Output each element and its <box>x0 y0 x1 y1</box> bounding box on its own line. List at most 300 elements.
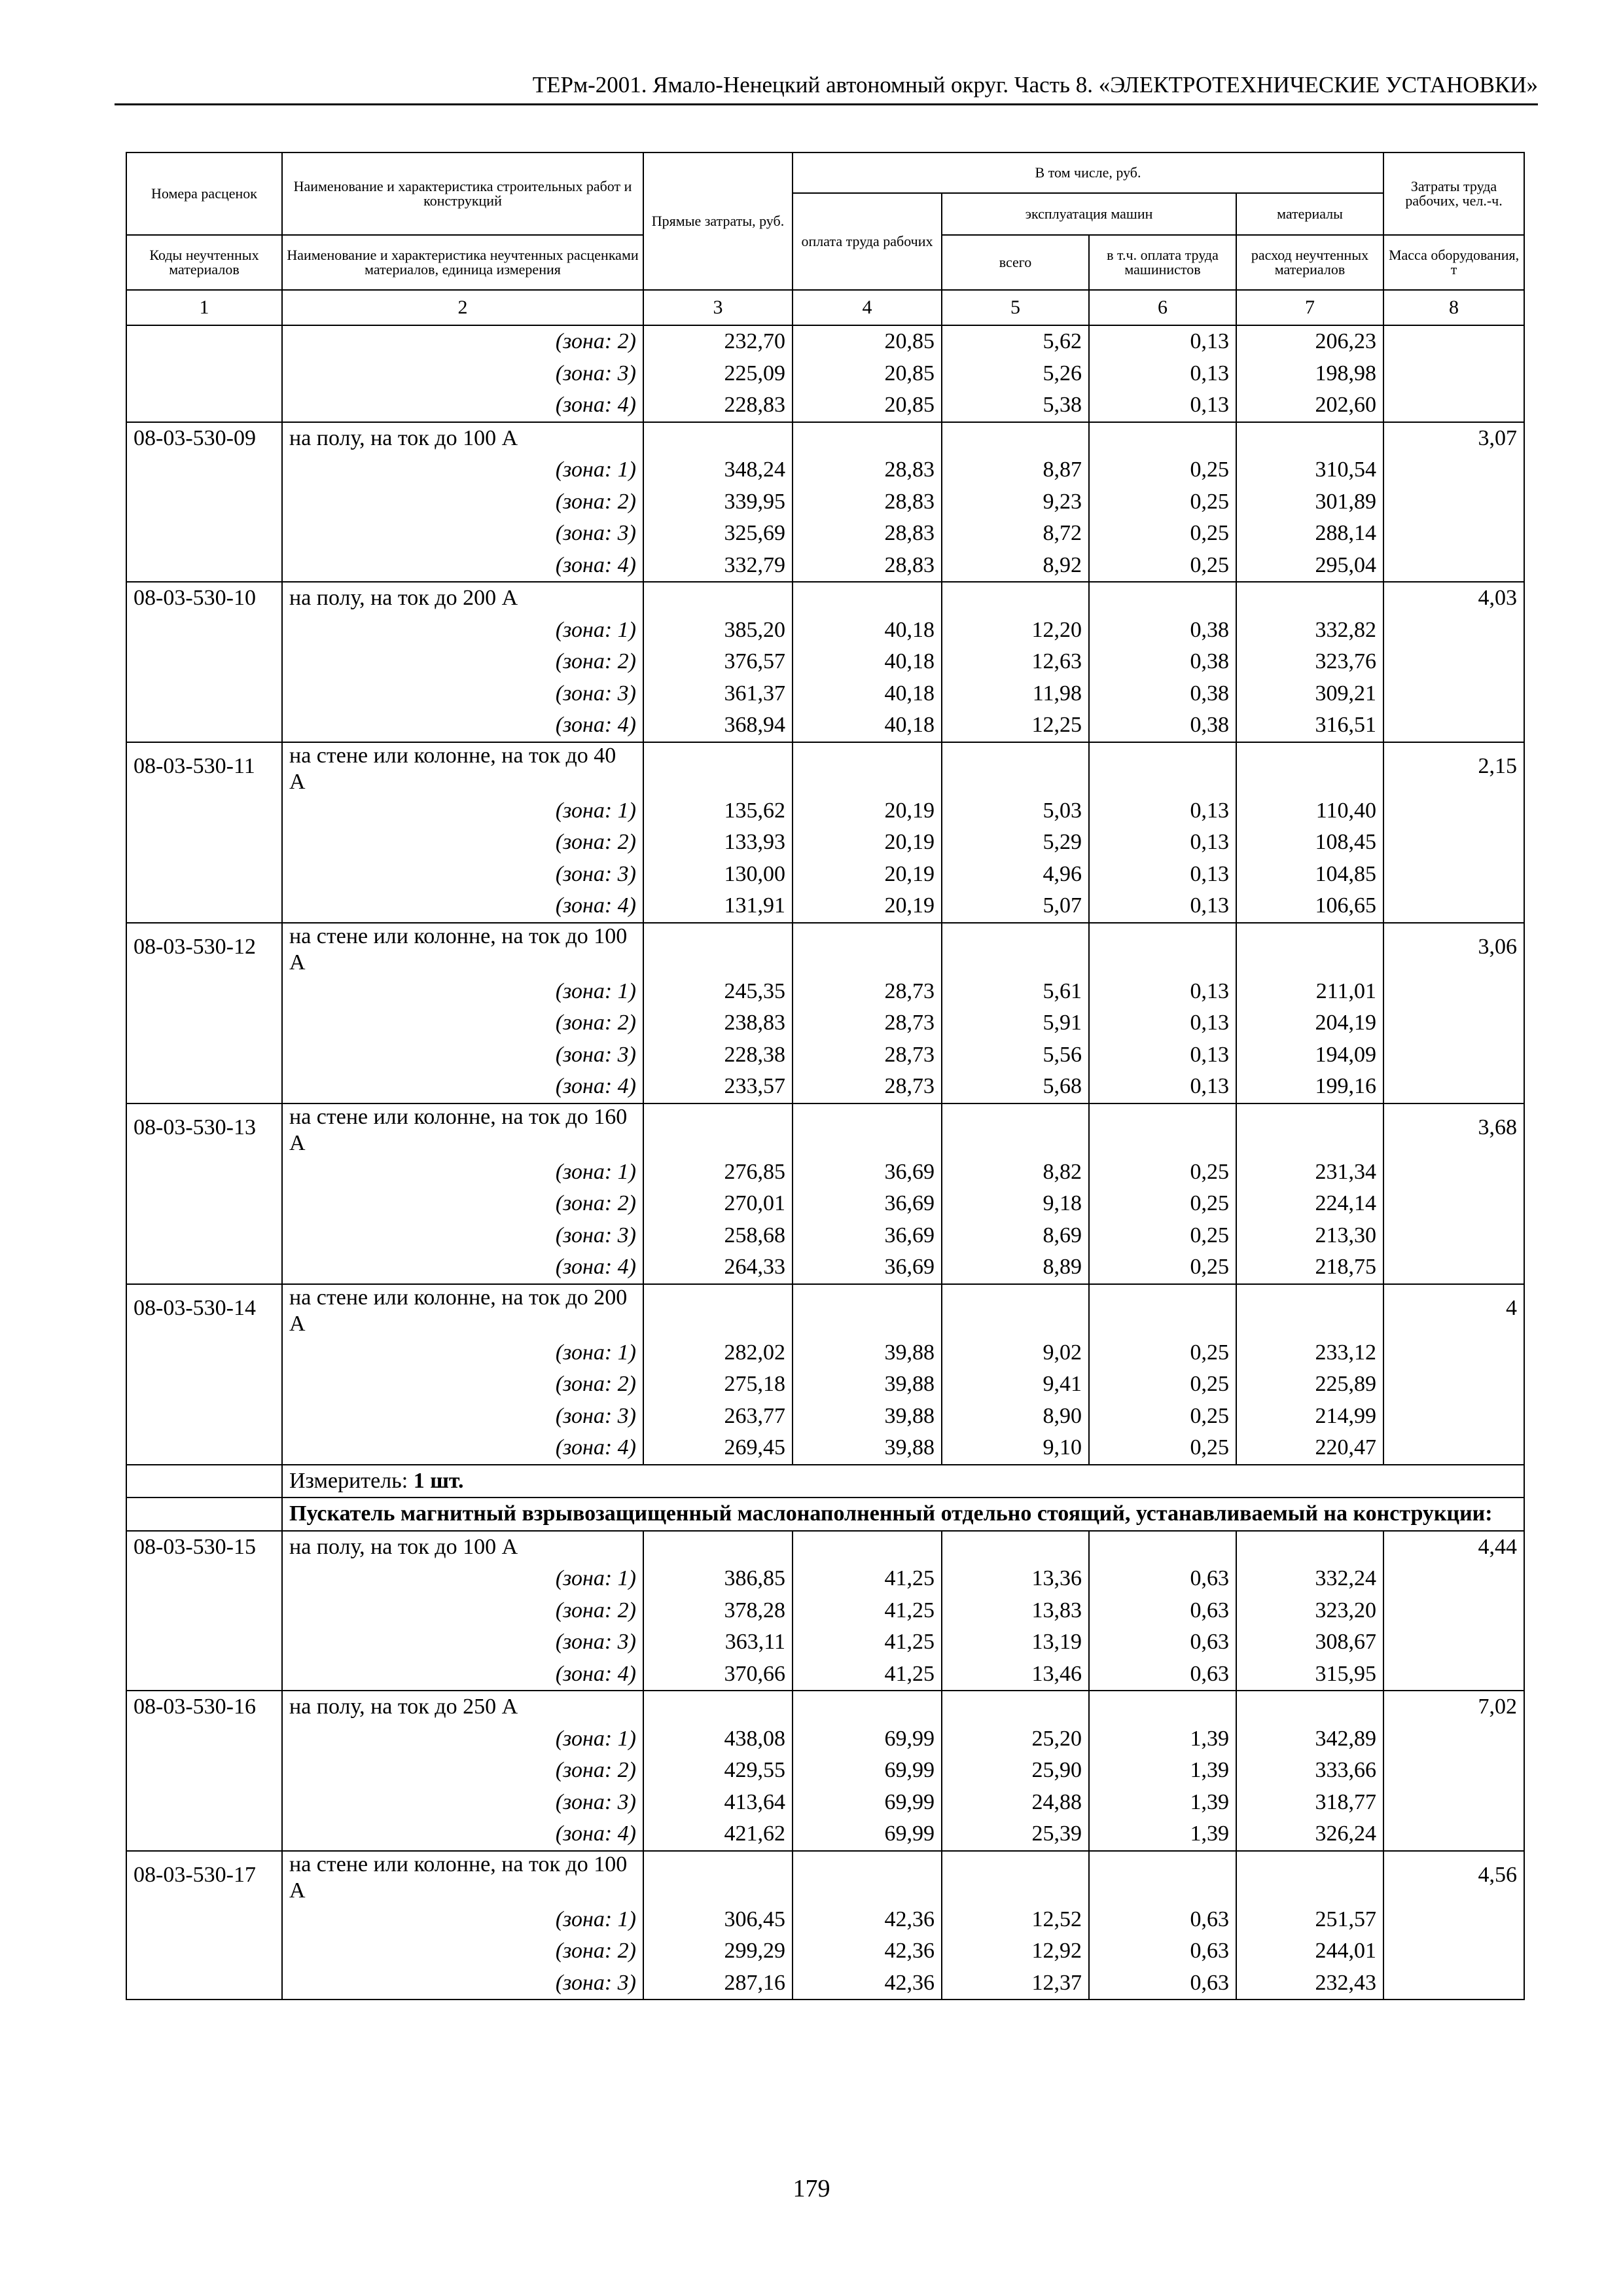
zone-label: (зона: 3) <box>282 1401 643 1433</box>
labor-cost-value: 7,02 <box>1383 1691 1524 1723</box>
zone-label: (зона: 3) <box>282 1967 643 2000</box>
rate-group <box>126 742 1524 923</box>
wage-value: 28,73 <box>793 976 942 1008</box>
col-material-consumption: расход неучтенных материалов <box>1236 235 1383 290</box>
zone-label: (зона: 2) <box>282 1007 643 1039</box>
machine-total-value: 9,10 <box>942 1432 1089 1465</box>
empty-cell <box>126 1220 282 1252</box>
wage-value: 69,99 <box>793 1818 942 1851</box>
empty-cell <box>1383 1723 1524 1755</box>
zone-row <box>126 1251 1524 1284</box>
col-labor-cost: Затраты труда рабочих, чел.-ч. <box>1383 152 1524 235</box>
empty-cell <box>942 742 1089 795</box>
rate-name: на полу, на ток до 250 А <box>282 1691 643 1723</box>
empty-cell <box>643 1103 793 1157</box>
empty-cell <box>1236 582 1383 615</box>
material-consumption-value: 233,12 <box>1236 1337 1383 1369</box>
rate-name: на полу, на ток до 200 А <box>282 582 643 615</box>
empty-cell <box>1383 518 1524 550</box>
empty-cell <box>942 582 1089 615</box>
labor-cost-value: 2,15 <box>1383 742 1524 795</box>
material-consumption-value: 310,54 <box>1236 454 1383 486</box>
empty-cell <box>1383 890 1524 923</box>
zone-label: (зона: 4) <box>282 389 643 422</box>
rate-group <box>126 1691 1524 1851</box>
zone-label: (зона: 2) <box>282 1595 643 1627</box>
col-machine-operation: эксплуатация машин <box>942 193 1236 235</box>
material-consumption-value: 251,57 <box>1236 1904 1383 1936</box>
direct-costs-value: 228,38 <box>643 1039 793 1071</box>
material-consumption-value: 108,45 <box>1236 827 1383 859</box>
rate-row <box>126 923 1524 976</box>
rate-row <box>126 582 1524 615</box>
machine-total-value: 5,29 <box>942 827 1089 859</box>
direct-costs-value: 378,28 <box>643 1595 793 1627</box>
material-consumption-value: 308,67 <box>1236 1626 1383 1659</box>
material-consumption-value: 204,19 <box>1236 1007 1383 1039</box>
wage-value: 39,88 <box>793 1401 942 1433</box>
rate-group <box>126 1851 1524 2000</box>
empty-cell <box>1383 1432 1524 1465</box>
empty-cell <box>793 1531 942 1564</box>
col-unaccounted-codes: Коды неучтенных материалов <box>126 235 282 290</box>
empty-cell <box>1383 550 1524 583</box>
machinists-wage-value: 0,38 <box>1089 709 1236 742</box>
machinists-wage-value: 0,63 <box>1089 1595 1236 1627</box>
wage-value: 20,19 <box>793 795 942 827</box>
empty-cell <box>1089 923 1236 976</box>
empty-cell <box>1383 1157 1524 1189</box>
col-direct-costs: Прямые затраты, руб. <box>643 152 793 290</box>
empty-cell <box>126 976 282 1008</box>
zone-row <box>126 976 1524 1008</box>
machine-total-value: 9,02 <box>942 1337 1089 1369</box>
empty-cell <box>1383 1251 1524 1284</box>
col-machine-total: всего <box>942 235 1089 290</box>
wage-value: 20,19 <box>793 859 942 891</box>
section-title: Пускатель магнитный взрывозащищенный маслонаполненный отдельно стоящий, устанавливаемый на конструкции: <box>282 1498 1524 1531</box>
machine-total-value: 12,25 <box>942 709 1089 742</box>
wage-value: 41,25 <box>793 1626 942 1659</box>
zone-label: (зона: 3) <box>282 859 643 891</box>
empty-cell <box>1383 1787 1524 1819</box>
zone-row <box>126 518 1524 550</box>
machinists-wage-value: 0,38 <box>1089 615 1236 647</box>
empty-cell <box>1236 1284 1383 1337</box>
empty-cell <box>942 923 1089 976</box>
carry-over-rows <box>126 325 1524 422</box>
machinists-wage-value: 0,13 <box>1089 795 1236 827</box>
empty-cell <box>1383 615 1524 647</box>
wage-value: 36,69 <box>793 1251 942 1284</box>
labor-cost-value: 3,07 <box>1383 422 1524 455</box>
direct-costs-value: 386,85 <box>643 1563 793 1595</box>
zone-label: (зона: 4) <box>282 1071 643 1103</box>
col-number: 3 <box>643 290 793 325</box>
material-consumption-value: 315,95 <box>1236 1659 1383 1691</box>
labor-cost-value: 4 <box>1383 1284 1524 1337</box>
empty-cell <box>1383 827 1524 859</box>
zone-label: (зона: 4) <box>282 1432 643 1465</box>
zone-label: (зона: 1) <box>282 615 643 647</box>
col-work-name: Наименование и характеристика строительных работ и конструкций <box>282 152 643 235</box>
wage-value: 69,99 <box>793 1755 942 1787</box>
rate-code: 08-03-530-14 <box>126 1284 282 1337</box>
material-consumption-value: 211,01 <box>1236 976 1383 1008</box>
direct-costs-value: 133,93 <box>643 827 793 859</box>
empty-cell <box>1383 1188 1524 1220</box>
machinists-wage-value: 0,38 <box>1089 678 1236 710</box>
direct-costs-value: 270,01 <box>643 1188 793 1220</box>
col-equipment-mass: Масса оборудования, т <box>1383 235 1524 290</box>
zone-label: (зона: 3) <box>282 1039 643 1071</box>
wage-value: 20,19 <box>793 827 942 859</box>
labor-cost-value: 3,06 <box>1383 923 1524 976</box>
machinists-wage-value: 0,13 <box>1089 358 1236 390</box>
machine-total-value: 8,82 <box>942 1157 1089 1189</box>
machinists-wage-value: 0,25 <box>1089 1188 1236 1220</box>
empty-cell <box>126 1563 282 1595</box>
empty-cell <box>942 1851 1089 1904</box>
empty-cell <box>126 859 282 891</box>
machine-total-value: 5,91 <box>942 1007 1089 1039</box>
zone-label: (зона: 1) <box>282 976 643 1008</box>
material-consumption-value: 220,47 <box>1236 1432 1383 1465</box>
material-consumption-value: 104,85 <box>1236 859 1383 891</box>
rate-group <box>126 422 1524 583</box>
empty-cell <box>126 827 282 859</box>
wage-value: 40,18 <box>793 615 942 647</box>
direct-costs-value: 258,68 <box>643 1220 793 1252</box>
section-title-row <box>126 1498 1524 1531</box>
empty-cell <box>126 1935 282 1967</box>
empty-cell <box>1383 1071 1524 1103</box>
material-consumption-value: 323,20 <box>1236 1595 1383 1627</box>
machine-total-value: 12,37 <box>942 1967 1089 2000</box>
empty-cell <box>793 582 942 615</box>
empty-cell <box>126 358 282 390</box>
direct-costs-value: 438,08 <box>643 1723 793 1755</box>
empty-cell <box>126 1967 282 2000</box>
empty-cell <box>126 709 282 742</box>
direct-costs-value: 332,79 <box>643 550 793 583</box>
empty-cell <box>1383 1039 1524 1071</box>
wage-value: 28,83 <box>793 518 942 550</box>
zone-row <box>126 1626 1524 1659</box>
rate-row <box>126 1691 1524 1723</box>
material-consumption-value: 326,24 <box>1236 1818 1383 1851</box>
empty-cell <box>1383 709 1524 742</box>
zone-row <box>126 1007 1524 1039</box>
direct-costs-value: 413,64 <box>643 1787 793 1819</box>
empty-cell <box>1089 742 1236 795</box>
empty-cell <box>126 1188 282 1220</box>
col-number: 7 <box>1236 290 1383 325</box>
direct-costs-value: 269,45 <box>643 1432 793 1465</box>
material-consumption-value: 224,14 <box>1236 1188 1383 1220</box>
labor-cost-value: 4,56 <box>1383 1851 1524 1904</box>
rate-group <box>126 582 1524 742</box>
machine-total-value: 5,62 <box>942 325 1089 358</box>
col-machinists-wage: в т.ч. оплата труда машинистов <box>1089 235 1236 290</box>
material-consumption-value: 232,43 <box>1236 1967 1383 2000</box>
wage-value: 40,18 <box>793 646 942 678</box>
direct-costs-value: 276,85 <box>643 1157 793 1189</box>
empty-cell <box>793 1851 942 1904</box>
empty-cell <box>1383 1369 1524 1401</box>
zone-row <box>126 1432 1524 1465</box>
empty-cell <box>643 1284 793 1337</box>
col-number: 8 <box>1383 290 1524 325</box>
empty-cell <box>126 454 282 486</box>
zone-label: (зона: 2) <box>282 325 643 358</box>
col-number: 1 <box>126 290 282 325</box>
rate-row <box>126 742 1524 795</box>
rate-group <box>126 1531 1524 1691</box>
zone-label: (зона: 1) <box>282 1904 643 1936</box>
wage-value: 36,69 <box>793 1220 942 1252</box>
empty-cell <box>126 1498 282 1531</box>
wage-value: 42,36 <box>793 1967 942 2000</box>
empty-cell <box>126 486 282 518</box>
rate-code: 08-03-530-16 <box>126 1691 282 1723</box>
zone-row <box>126 795 1524 827</box>
empty-cell <box>793 422 942 455</box>
material-consumption-value: 218,75 <box>1236 1251 1383 1284</box>
empty-cell <box>942 1103 1089 1157</box>
empty-cell <box>942 1691 1089 1723</box>
empty-cell <box>1383 1659 1524 1691</box>
machinists-wage-value: 0,63 <box>1089 1904 1236 1936</box>
empty-cell <box>126 389 282 422</box>
wage-value: 20,85 <box>793 325 942 358</box>
machinists-wage-value: 0,13 <box>1089 827 1236 859</box>
zone-row <box>126 1369 1524 1401</box>
machine-total-value: 5,56 <box>942 1039 1089 1071</box>
machine-total-value: 9,18 <box>942 1188 1089 1220</box>
machinists-wage-value: 0,25 <box>1089 1432 1236 1465</box>
wage-value: 20,85 <box>793 389 942 422</box>
machine-total-value: 11,98 <box>942 678 1089 710</box>
rate-code: 08-03-530-13 <box>126 1103 282 1157</box>
empty-cell <box>1089 1103 1236 1157</box>
machine-total-value: 8,87 <box>942 454 1089 486</box>
col-wage: оплата труда рабочих <box>793 193 942 290</box>
zone-label: (зона: 2) <box>282 1369 643 1401</box>
direct-costs-value: 361,37 <box>643 678 793 710</box>
empty-cell <box>793 742 942 795</box>
material-consumption-value: 244,01 <box>1236 1935 1383 1967</box>
empty-cell <box>1383 486 1524 518</box>
zone-row <box>126 1967 1524 2000</box>
zone-label: (зона: 4) <box>282 550 643 583</box>
material-consumption-value: 323,76 <box>1236 646 1383 678</box>
machinists-wage-value: 1,39 <box>1089 1755 1236 1787</box>
empty-cell <box>1383 1904 1524 1936</box>
col-including: В том числе, руб. <box>793 152 1383 193</box>
machine-total-value: 24,88 <box>942 1787 1089 1819</box>
meter-row <box>126 1465 1524 1498</box>
empty-cell <box>126 1904 282 1936</box>
labor-cost-value: 3,68 <box>1383 1103 1524 1157</box>
empty-cell <box>643 1851 793 1904</box>
zone-label: (зона: 3) <box>282 1220 643 1252</box>
machine-total-value: 12,63 <box>942 646 1089 678</box>
direct-costs-value: 135,62 <box>643 795 793 827</box>
machinists-wage-value: 0,25 <box>1089 454 1236 486</box>
zone-label: (зона: 1) <box>282 1337 643 1369</box>
material-consumption-value: 309,21 <box>1236 678 1383 710</box>
empty-cell <box>942 422 1089 455</box>
empty-cell <box>1383 389 1524 422</box>
machinists-wage-value: 1,39 <box>1089 1818 1236 1851</box>
empty-cell <box>126 1755 282 1787</box>
direct-costs-value: 225,09 <box>643 358 793 390</box>
empty-cell <box>1383 646 1524 678</box>
machinists-wage-value: 0,13 <box>1089 1071 1236 1103</box>
empty-cell <box>1089 582 1236 615</box>
empty-cell <box>126 678 282 710</box>
direct-costs-value: 339,95 <box>643 486 793 518</box>
empty-cell <box>1383 358 1524 390</box>
rate-name: на полу, на ток до 100 А <box>282 422 643 455</box>
zone-row <box>126 358 1524 390</box>
empty-cell <box>126 1659 282 1691</box>
direct-costs-value: 232,70 <box>643 325 793 358</box>
meter-cell <box>282 1465 1524 1498</box>
rate-group <box>126 1103 1524 1284</box>
machinists-wage-value: 0,25 <box>1089 1220 1236 1252</box>
direct-costs-value: 238,83 <box>643 1007 793 1039</box>
empty-cell <box>1236 923 1383 976</box>
empty-cell <box>126 1626 282 1659</box>
machinists-wage-value: 0,13 <box>1089 859 1236 891</box>
zone-row <box>126 1401 1524 1433</box>
empty-cell <box>126 550 282 583</box>
material-consumption-value: 342,89 <box>1236 1723 1383 1755</box>
rate-group <box>126 923 1524 1103</box>
zone-row <box>126 454 1524 486</box>
rate-row <box>126 1851 1524 1904</box>
direct-costs-value: 363,11 <box>643 1626 793 1659</box>
machine-total-value: 9,23 <box>942 486 1089 518</box>
direct-costs-value: 264,33 <box>643 1251 793 1284</box>
rate-code: 08-03-530-10 <box>126 582 282 615</box>
machinists-wage-value: 0,63 <box>1089 1659 1236 1691</box>
machine-total-value: 25,20 <box>942 1723 1089 1755</box>
empty-cell <box>126 1007 282 1039</box>
empty-cell <box>942 1284 1089 1337</box>
direct-costs-value: 348,24 <box>643 454 793 486</box>
direct-costs-value: 385,20 <box>643 615 793 647</box>
empty-cell <box>643 742 793 795</box>
machinists-wage-value: 0,25 <box>1089 518 1236 550</box>
rate-name: на стене или колонне, на ток до 100 А <box>282 923 643 976</box>
empty-cell <box>126 1818 282 1851</box>
machinists-wage-value: 0,25 <box>1089 1401 1236 1433</box>
wage-value: 39,88 <box>793 1337 942 1369</box>
empty-cell <box>126 1465 282 1498</box>
machine-total-value: 8,72 <box>942 518 1089 550</box>
zone-label: (зона: 4) <box>282 1251 643 1284</box>
zone-row <box>126 389 1524 422</box>
machinists-wage-value: 0,13 <box>1089 976 1236 1008</box>
wage-value: 39,88 <box>793 1432 942 1465</box>
wage-value: 28,83 <box>793 454 942 486</box>
meter-value: 1 шт. <box>413 1468 464 1493</box>
wage-value: 40,18 <box>793 709 942 742</box>
zone-row <box>126 1935 1524 1967</box>
zone-row <box>126 1039 1524 1071</box>
col-number: 2 <box>282 290 643 325</box>
direct-costs-value: 287,16 <box>643 1967 793 2000</box>
empty-cell <box>126 646 282 678</box>
rate-row <box>126 422 1524 455</box>
empty-cell <box>126 890 282 923</box>
zone-label: (зона: 2) <box>282 486 643 518</box>
wage-value: 36,69 <box>793 1157 942 1189</box>
empty-cell <box>1089 1284 1236 1337</box>
zone-row <box>126 1755 1524 1787</box>
material-consumption-value: 231,34 <box>1236 1157 1383 1189</box>
empty-cell <box>643 923 793 976</box>
machine-total-value: 8,90 <box>942 1401 1089 1433</box>
zone-row <box>126 486 1524 518</box>
direct-costs-value: 130,00 <box>643 859 793 891</box>
machine-total-value: 8,89 <box>942 1251 1089 1284</box>
empty-cell <box>126 1723 282 1755</box>
rate-code: 08-03-530-12 <box>126 923 282 976</box>
empty-cell <box>1236 1851 1383 1904</box>
zone-row <box>126 678 1524 710</box>
table-header <box>126 152 1524 325</box>
meter-label: Измеритель: <box>289 1468 408 1493</box>
col-number: 5 <box>942 290 1089 325</box>
empty-cell <box>1383 1337 1524 1369</box>
material-consumption-value: 225,89 <box>1236 1369 1383 1401</box>
material-consumption-value: 295,04 <box>1236 550 1383 583</box>
machinists-wage-value: 0,13 <box>1089 1039 1236 1071</box>
empty-cell <box>126 1369 282 1401</box>
wage-value: 28,73 <box>793 1007 942 1039</box>
material-consumption-value: 288,14 <box>1236 518 1383 550</box>
wage-value: 41,25 <box>793 1563 942 1595</box>
empty-cell <box>793 1103 942 1157</box>
zone-row <box>126 1723 1524 1755</box>
wage-value: 36,69 <box>793 1188 942 1220</box>
zone-row <box>126 1157 1524 1189</box>
empty-cell <box>126 1337 282 1369</box>
empty-cell <box>126 1432 282 1465</box>
wage-value: 28,83 <box>793 486 942 518</box>
empty-cell <box>1383 1818 1524 1851</box>
machine-total-value: 5,61 <box>942 976 1089 1008</box>
machine-total-value: 13,36 <box>942 1563 1089 1595</box>
empty-cell <box>1383 1755 1524 1787</box>
machinists-wage-value: 0,13 <box>1089 890 1236 923</box>
rate-name: на полу, на ток до 100 А <box>282 1531 643 1564</box>
machine-total-value: 5,68 <box>942 1071 1089 1103</box>
empty-cell <box>126 1595 282 1627</box>
material-consumption-value: 301,89 <box>1236 486 1383 518</box>
wage-value: 40,18 <box>793 678 942 710</box>
direct-costs-value: 245,35 <box>643 976 793 1008</box>
zone-label: (зона: 3) <box>282 678 643 710</box>
empty-cell <box>1236 1691 1383 1723</box>
machinists-wage-value: 0,25 <box>1089 1337 1236 1369</box>
empty-cell <box>126 1071 282 1103</box>
empty-cell <box>126 325 282 358</box>
